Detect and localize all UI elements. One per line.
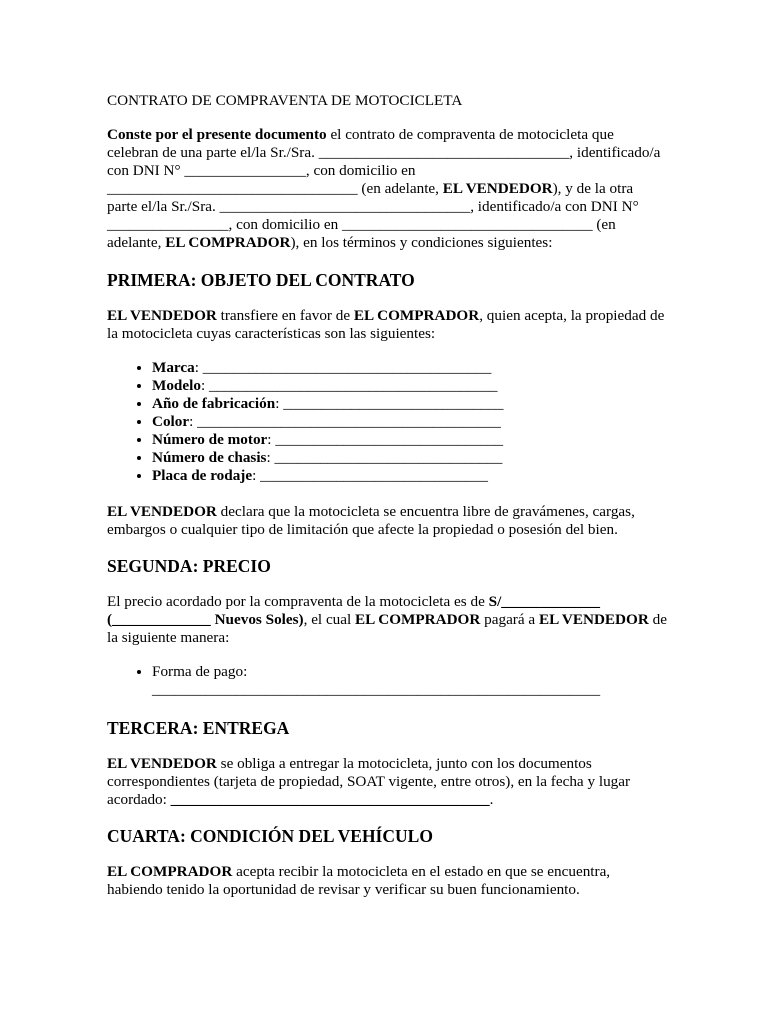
- intro-bold-comprador: EL COMPRADOR: [165, 234, 291, 251]
- heading-tercera: TERCERA: ENTREGA: [107, 718, 290, 738]
- item-label: Número de chasis: [152, 449, 267, 466]
- primera-paragraph-1: [107, 307, 667, 343]
- primera-p2-bold-1: EL VENDEDOR: [107, 503, 217, 520]
- segunda-paragraph-1: [107, 593, 667, 647]
- payment-list: [107, 663, 667, 699]
- item-blank: : ______________________________________: [194, 359, 492, 376]
- intro-bold-1: Conste por el presente documento: [107, 126, 327, 143]
- vehicle-characteristics-list: [107, 359, 667, 485]
- item-label: Número de motor: [152, 431, 268, 448]
- segunda-p1-bold-vendedor: EL VENDEDOR: [538, 611, 649, 628]
- item-label: Color: [152, 413, 190, 430]
- tercera-paragraph-1: [107, 755, 667, 809]
- tercera-p1-text-2: .: [489, 791, 494, 808]
- item-label: Modelo: [152, 377, 201, 394]
- tercera-p1-text-1: se obliga a entregar la motocicleta, junto con los documentos correspondientes (tarjeta de propiedad, SOAT vigente, entre otros), en la fecha y lugar acordado:: [107, 755, 631, 808]
- item-blank: : ________________________________________: [189, 413, 501, 430]
- item-label: Placa de rodaje: [152, 467, 253, 484]
- list-item-color: [152, 413, 667, 431]
- segunda-p1-text-4: de la siguiente manera:: [107, 611, 667, 646]
- item-blank: : _____________________________: [275, 395, 504, 412]
- primera-paragraph-2: [107, 503, 667, 539]
- heading-primera: PRIMERA: OBJETO DEL CONTRATO: [107, 270, 415, 290]
- list-item-ano: [152, 395, 667, 413]
- document-title: CONTRATO DE COMPRAVENTA DE MOTOCICLETA: [107, 92, 463, 109]
- segunda-p1-bold-comprador: EL COMPRADOR: [355, 611, 481, 628]
- list-item-chasis: [152, 449, 667, 467]
- item-blank: : ______________________________: [267, 431, 504, 448]
- item-label: Marca: [152, 359, 195, 376]
- segunda-p1-text-1: El precio acordado por la compraventa de la motocicleta es de: [107, 593, 489, 610]
- list-item-placa: [152, 467, 667, 485]
- intro-bold-vendedor: EL VENDEDOR: [442, 180, 553, 197]
- primera-p1-bold-1: EL VENDEDOR: [107, 307, 217, 324]
- heading-cuarta: CUARTA: CONDICIÓN DEL VEHÍCULO: [107, 826, 433, 846]
- primera-p1-text-1: transfiere en favor de: [216, 307, 354, 324]
- tercera-p1-bold-blank: __________________________________________: [170, 791, 490, 808]
- item-blank: : ______________________________: [252, 467, 488, 484]
- primera-p1-text-2: , quien acepta, la propiedad de la motocicleta cuyas características son las siguientes:: [107, 307, 665, 342]
- item-blank: : ______________________________________: [200, 377, 498, 394]
- segunda-p1-text-3: pagará a: [480, 611, 539, 628]
- list-item-modelo: [152, 377, 667, 395]
- intro-text-2: ), y de la otra parte el/la Sr./Sra. _________________________________, identificado/a con DNI N° ________________, con domicilio en _________________________________ (en adelante,: [107, 180, 639, 251]
- intro-paragraph: [107, 126, 667, 252]
- cuarta-p1-bold-1: EL COMPRADOR: [107, 863, 233, 880]
- heading-segunda: SEGUNDA: PRECIO: [107, 556, 271, 576]
- segunda-p1-bold-price: S/_____________ (_____________ Nuevos Soles): [107, 593, 601, 628]
- list-item-marca: [152, 359, 667, 377]
- cuarta-p1-text-1: acepta recibir la motocicleta en el estado en que se encuentra, habiendo tenido la oportunidad de revisar y verificar su buen funcionamiento.: [107, 863, 611, 898]
- intro-text-3: ), en los términos y condiciones siguientes:: [290, 234, 553, 251]
- document-body: [107, 92, 667, 915]
- list-item-motor: [152, 431, 667, 449]
- cuarta-paragraph-1: [107, 863, 667, 899]
- primera-p1-bold-2: EL COMPRADOR: [353, 307, 480, 324]
- primera-p2-text-1: declara que la motocicleta se encuentra libre de gravámenes, cargas, embargos o cualquier tipo de limitación que afecte la propiedad o posesión del bien.: [107, 503, 635, 538]
- item-label: Año de fabricación: [152, 395, 276, 412]
- intro-text-1: el contrato de compraventa de motocicleta que celebran de una parte el/la Sr./Sra. _________________________________, identificado/a con DNI N° ________________, con domicilio en _________________________________ (en adelante,: [107, 126, 661, 197]
- item-blank: : ______________________________: [266, 449, 503, 466]
- segunda-p1-text-2: , el cual: [303, 611, 356, 628]
- tercera-p1-bold-1: EL VENDEDOR: [107, 755, 217, 772]
- list-item-forma-de-pago: • Forma de pago: ___________________________________________________________: [152, 663, 667, 699]
